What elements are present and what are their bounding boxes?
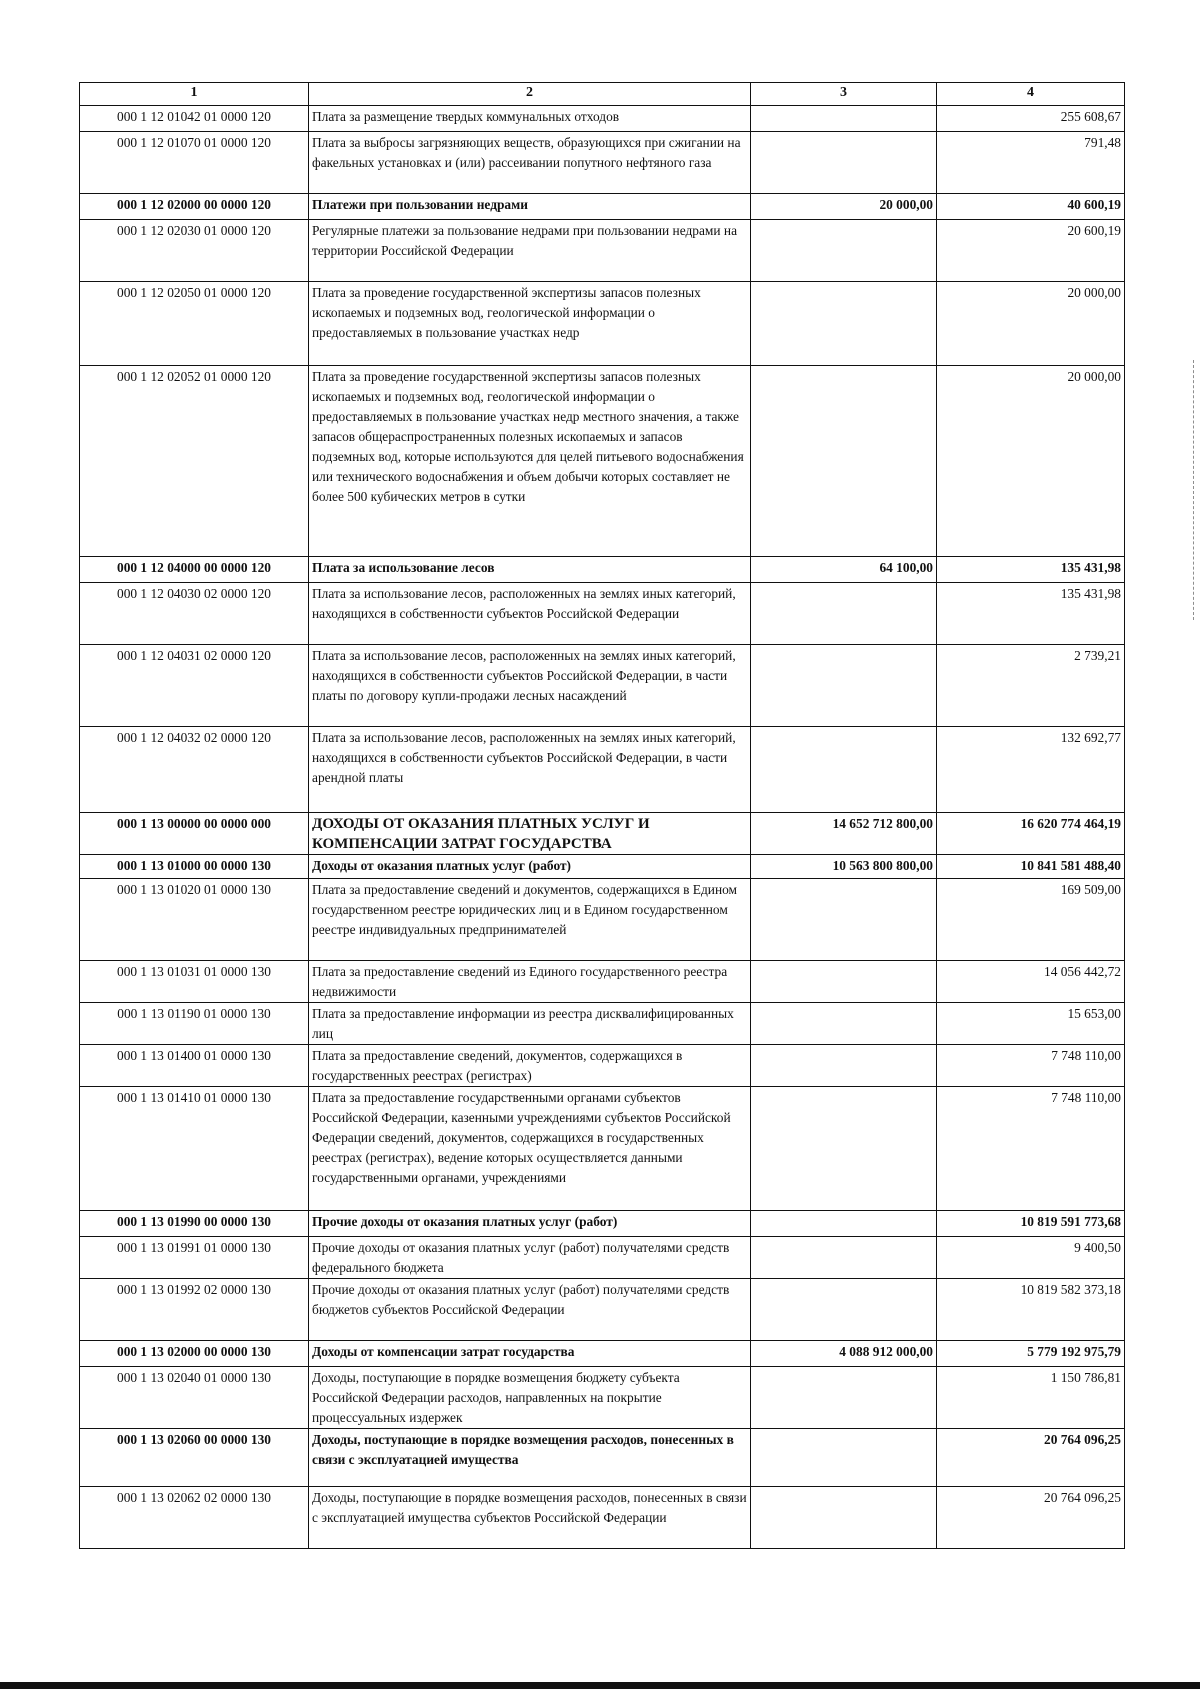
row-plan-amount — [751, 1211, 937, 1237]
row-name: Прочие доходы от оказания платных услуг (работ) — [309, 1211, 751, 1237]
table-row — [80, 194, 1125, 220]
row-code: 000 1 13 01031 01 0000 130 — [80, 961, 309, 1003]
row-name: Плата за предоставление государственными органами субъектов Российской Федерации, казенными учреждениями субъектов Российской Федерации сведений, документов, содержащихся в государственных реестрах (регистрах), ведение которых осуществляется данными государственными органами, учреждениями — [309, 1087, 751, 1211]
row-name: Плата за проведение государственной экспертизы запасов полезных ископаемых и подземных вод, геологической информации о предоставляемых в пользование участках недр — [309, 282, 751, 366]
row-actual-amount: 20 764 096,25 — [937, 1487, 1125, 1549]
table-row — [80, 1237, 1125, 1279]
row-code: 000 1 12 04030 02 0000 120 — [80, 583, 309, 645]
row-plan-amount — [751, 583, 937, 645]
row-actual-amount: 14 056 442,72 — [937, 961, 1125, 1003]
row-name: Плата за выбросы загрязняющих веществ, образующихся при сжигании на факельных установках и (или) рассеивании попутного нефтяного газа — [309, 132, 751, 194]
row-plan-amount — [751, 645, 937, 727]
row-code: 000 1 13 01400 01 0000 130 — [80, 1045, 309, 1087]
row-plan-amount — [751, 1045, 937, 1087]
row-name: Плата за использование лесов, расположенных на землях иных категорий, находящихся в собственности субъектов Российской Федерации — [309, 583, 751, 645]
row-code: 000 1 13 02000 00 0000 130 — [80, 1341, 309, 1367]
header-row — [80, 83, 1125, 106]
revenue-table — [79, 82, 1125, 1549]
row-actual-amount: 10 819 591 773,68 — [937, 1211, 1125, 1237]
row-name: Плата за использование лесов, расположенных на землях иных категорий, находящихся в собственности субъектов Российской Федерации, в части арендной платы — [309, 727, 751, 813]
row-plan-amount — [751, 1087, 937, 1211]
row-name: Плата за размещение твердых коммунальных отходов — [309, 106, 751, 132]
row-actual-amount: 20 000,00 — [937, 282, 1125, 366]
row-name: Регулярные платежи за пользование недрами при пользовании недрами на территории Российской Федерации — [309, 220, 751, 282]
row-code: 000 1 13 02060 00 0000 130 — [80, 1429, 309, 1487]
table-row — [80, 1087, 1125, 1211]
row-actual-amount: 9 400,50 — [937, 1237, 1125, 1279]
row-name: ДОХОДЫ ОТ ОКАЗАНИЯ ПЛАТНЫХ УСЛУГ И КОМПЕНСАЦИИ ЗАТРАТ ГОСУДАРСТВА — [309, 813, 751, 855]
row-code: 000 1 13 01190 01 0000 130 — [80, 1003, 309, 1045]
row-plan-amount — [751, 1487, 937, 1549]
table-row — [80, 557, 1125, 583]
row-actual-amount: 20 000,00 — [937, 366, 1125, 557]
row-actual-amount: 791,48 — [937, 132, 1125, 194]
row-name: Доходы, поступающие в порядке возмещения расходов, понесенных в связи с эксплуатацией имущества — [309, 1429, 751, 1487]
row-plan-amount — [751, 1003, 937, 1045]
table-row — [80, 645, 1125, 727]
row-code: 000 1 13 01992 02 0000 130 — [80, 1279, 309, 1341]
table-row — [80, 855, 1125, 879]
table-row — [80, 1279, 1125, 1341]
row-name: Плата за предоставление сведений и документов, содержащихся в Едином государственном реестре юридических лиц и в Едином государственном реестре индивидуальных предпринимателей — [309, 879, 751, 961]
row-code: 000 1 12 04000 00 0000 120 — [80, 557, 309, 583]
row-plan-amount — [751, 220, 937, 282]
row-actual-amount: 5 779 192 975,79 — [937, 1341, 1125, 1367]
row-code: 000 1 13 01990 00 0000 130 — [80, 1211, 309, 1237]
row-code: 000 1 12 01070 01 0000 120 — [80, 132, 309, 194]
table-body — [80, 106, 1125, 1549]
row-actual-amount: 20 600,19 — [937, 220, 1125, 282]
table-row — [80, 961, 1125, 1003]
row-actual-amount: 1 150 786,81 — [937, 1367, 1125, 1429]
row-code: 000 1 12 02030 01 0000 120 — [80, 220, 309, 282]
row-code: 000 1 13 01020 01 0000 130 — [80, 879, 309, 961]
row-actual-amount: 2 739,21 — [937, 645, 1125, 727]
table-row — [80, 132, 1125, 194]
row-code: 000 1 13 02062 02 0000 130 — [80, 1487, 309, 1549]
row-name: Плата за использование лесов — [309, 557, 751, 583]
row-actual-amount: 132 692,77 — [937, 727, 1125, 813]
table-row — [80, 1487, 1125, 1549]
table-row — [80, 1211, 1125, 1237]
row-actual-amount: 169 509,00 — [937, 879, 1125, 961]
row-plan-amount — [751, 366, 937, 557]
row-name: Доходы, поступающие в порядке возмещения бюджету субъекта Российской Федерации расходов, направленных на покрытие процессуальных издержек — [309, 1367, 751, 1429]
table-row — [80, 1003, 1125, 1045]
row-code: 000 1 12 02000 00 0000 120 — [80, 194, 309, 220]
row-name: Доходы от оказания платных услуг (работ) — [309, 855, 751, 879]
header-col-4: 4 — [937, 83, 1125, 106]
row-code: 000 1 13 01410 01 0000 130 — [80, 1087, 309, 1211]
row-plan-amount — [751, 879, 937, 961]
row-plan-amount: 4 088 912 000,00 — [751, 1341, 937, 1367]
table-row — [80, 1367, 1125, 1429]
row-actual-amount: 10 841 581 488,40 — [937, 855, 1125, 879]
row-code: 000 1 13 02040 01 0000 130 — [80, 1367, 309, 1429]
row-plan-amount — [751, 727, 937, 813]
row-plan-amount — [751, 1367, 937, 1429]
row-actual-amount: 15 653,00 — [937, 1003, 1125, 1045]
row-code: 000 1 13 01991 01 0000 130 — [80, 1237, 309, 1279]
table-row — [80, 106, 1125, 132]
row-name: Прочие доходы от оказания платных услуг (работ) получателями средств бюджетов субъектов Российской Федерации — [309, 1279, 751, 1341]
row-code: 000 1 13 00000 00 0000 000 — [80, 813, 309, 855]
table-row — [80, 1045, 1125, 1087]
table-row — [80, 583, 1125, 645]
table-row — [80, 366, 1125, 557]
row-name: Плата за предоставление информации из реестра дисквалифицированных лиц — [309, 1003, 751, 1045]
row-code: 000 1 12 04031 02 0000 120 — [80, 645, 309, 727]
row-name: Плата за предоставление сведений, документов, содержащихся в государственных реестрах (регистрах) — [309, 1045, 751, 1087]
row-actual-amount: 135 431,98 — [937, 583, 1125, 645]
row-plan-amount: 64 100,00 — [751, 557, 937, 583]
header-col-1: 1 — [80, 83, 309, 106]
row-plan-amount — [751, 1237, 937, 1279]
table-row — [80, 1341, 1125, 1367]
row-actual-amount: 135 431,98 — [937, 557, 1125, 583]
header-col-2: 2 — [309, 83, 751, 106]
table-row — [80, 1429, 1125, 1487]
row-actual-amount: 40 600,19 — [937, 194, 1125, 220]
row-name: Доходы, поступающие в порядке возмещения расходов, понесенных в связи с эксплуатацией имущества субъектов Российской Федерации — [309, 1487, 751, 1549]
row-name: Прочие доходы от оказания платных услуг (работ) получателями средств федерального бюджета — [309, 1237, 751, 1279]
row-code: 000 1 13 01000 00 0000 130 — [80, 855, 309, 879]
row-actual-amount: 255 608,67 — [937, 106, 1125, 132]
scan-bottom-border — [0, 1682, 1200, 1689]
table-row — [80, 813, 1125, 855]
scan-edge-marks — [1193, 360, 1198, 620]
table-row — [80, 282, 1125, 366]
row-plan-amount — [751, 282, 937, 366]
row-plan-amount — [751, 132, 937, 194]
row-name: Плата за предоставление сведений из Единого государственного реестра недвижимости — [309, 961, 751, 1003]
row-actual-amount: 16 620 774 464,19 — [937, 813, 1125, 855]
header-col-3: 3 — [751, 83, 937, 106]
table-row — [80, 727, 1125, 813]
row-plan-amount — [751, 106, 937, 132]
row-name: Платежи при пользовании недрами — [309, 194, 751, 220]
row-code: 000 1 12 01042 01 0000 120 — [80, 106, 309, 132]
row-actual-amount: 20 764 096,25 — [937, 1429, 1125, 1487]
table-row — [80, 220, 1125, 282]
row-code: 000 1 12 04032 02 0000 120 — [80, 727, 309, 813]
row-actual-amount: 10 819 582 373,18 — [937, 1279, 1125, 1341]
row-actual-amount: 7 748 110,00 — [937, 1087, 1125, 1211]
row-plan-amount — [751, 961, 937, 1003]
row-name: Плата за проведение государственной экспертизы запасов полезных ископаемых и подземных вод, геологической информации о предоставляемых в пользование участках недр местного значения, а также запасов общераспространенных полезных ископаемых и запасов подземных вод, которые используются для целей питьевого водоснабжения или технического водоснабжения и объем добычи которых составляет не более 500 кубических метров в сутки — [309, 366, 751, 557]
row-actual-amount: 7 748 110,00 — [937, 1045, 1125, 1087]
row-code: 000 1 12 02050 01 0000 120 — [80, 282, 309, 366]
row-code: 000 1 12 02052 01 0000 120 — [80, 366, 309, 557]
row-name: Плата за использование лесов, расположенных на землях иных категорий, находящихся в собственности субъектов Российской Федерации, в части платы по договору купли-продажи лесных насаждений — [309, 645, 751, 727]
row-plan-amount — [751, 1279, 937, 1341]
row-plan-amount: 14 652 712 800,00 — [751, 813, 937, 855]
row-name: Доходы от компенсации затрат государства — [309, 1341, 751, 1367]
table-row — [80, 879, 1125, 961]
row-plan-amount — [751, 1429, 937, 1487]
row-plan-amount: 10 563 800 800,00 — [751, 855, 937, 879]
row-plan-amount: 20 000,00 — [751, 194, 937, 220]
